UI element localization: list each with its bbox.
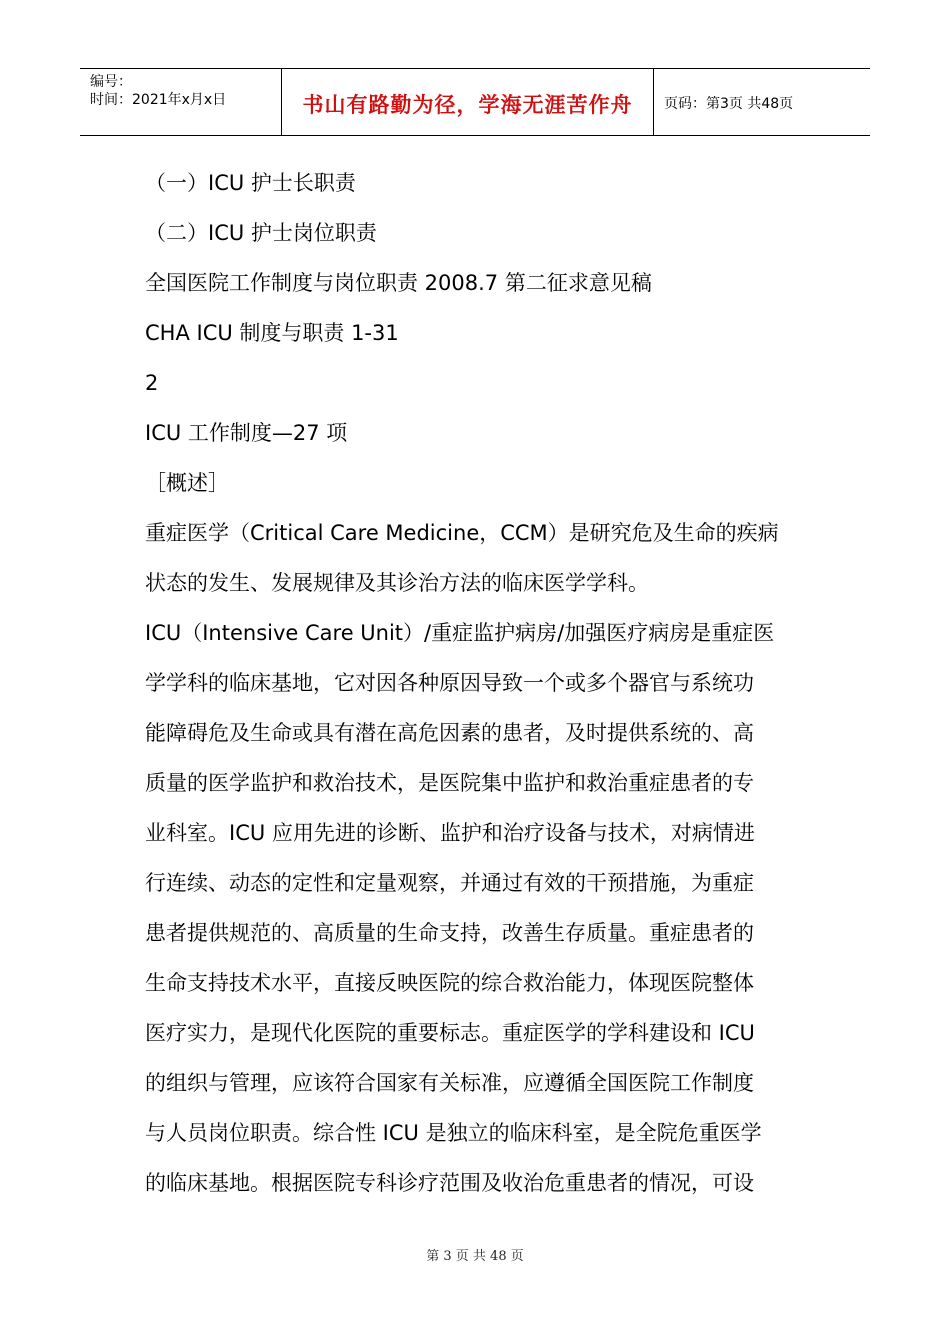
body-line: 学学科的临床基地，它对因各种原因导致一个或多个器官与系统功 — [145, 671, 754, 695]
page-header — [80, 68, 870, 136]
body-line: 的组织与管理，应该符合国家有关标准，应遵循全国医院工作制度 — [145, 1071, 754, 1095]
header-meta-cell — [80, 69, 282, 135]
body-line: （一）ICU 护士长职责 — [145, 171, 356, 195]
body-line: 生命支持技术水平，直接反映医院的综合救治能力，体现医院整体 — [145, 971, 754, 995]
document-number-label: 编号： — [90, 74, 132, 90]
body-line: 质量的医学监护和救治技术，是医院集中监护和救治重症患者的专 — [145, 771, 754, 795]
body-line: 业科室。ICU 应用先进的诊断、监护和治疗设备与技术，对病情进 — [145, 821, 755, 845]
body-line: 的临床基地。根据医院专科诊疗范围及收治危重患者的情况，可设 — [145, 1171, 754, 1195]
body-line: 状态的发生、发展规律及其诊治方法的临床医学学科。 — [145, 571, 649, 595]
body-line: ［概述］ — [145, 471, 229, 495]
body-line: ICU（Intensive Care Unit）/重症监护病房/加强医疗病房是重症医 — [145, 621, 775, 645]
document-body — [145, 165, 805, 1215]
body-line: 与人员岗位职责。综合性 ICU 是独立的临床科室，是全院危重医学 — [145, 1121, 762, 1145]
document-date-label: 时间：2021年x月x日 — [90, 92, 227, 108]
body-line: 2 — [145, 371, 159, 395]
page-footer: 第 3 页 共 48 页 — [426, 1249, 524, 1264]
body-line: CHA ICU 制度与职责 1-31 — [145, 321, 399, 345]
body-line: 医疗实力，是现代化医院的重要标志。重症医学的学科建设和 ICU — [145, 1021, 755, 1045]
body-line: 能障碍危及生命或具有潜在高危因素的患者，及时提供系统的、高 — [145, 721, 754, 745]
body-line: 行连续、动态的定性和定量观察，并通过有效的干预措施，为重症 — [145, 871, 754, 895]
body-line: ICU 工作制度—27 项 — [145, 421, 348, 445]
body-line: 患者提供规范的、高质量的生命支持，改善生存质量。重症患者的 — [145, 921, 754, 945]
body-line: 重症医学（Critical Care Medicine，CCM）是研究危及生命的疾病 — [145, 521, 779, 545]
body-line: 全国医院工作制度与岗位职责 2008.7 第二征求意见稿 — [145, 271, 652, 295]
body-line: （二）ICU 护士岗位职责 — [145, 221, 377, 245]
header-page-info: 页码：第3页 共48页 — [664, 96, 794, 112]
header-motto: 书山有路勤为径，学海无涯苦作舟 — [282, 69, 654, 135]
